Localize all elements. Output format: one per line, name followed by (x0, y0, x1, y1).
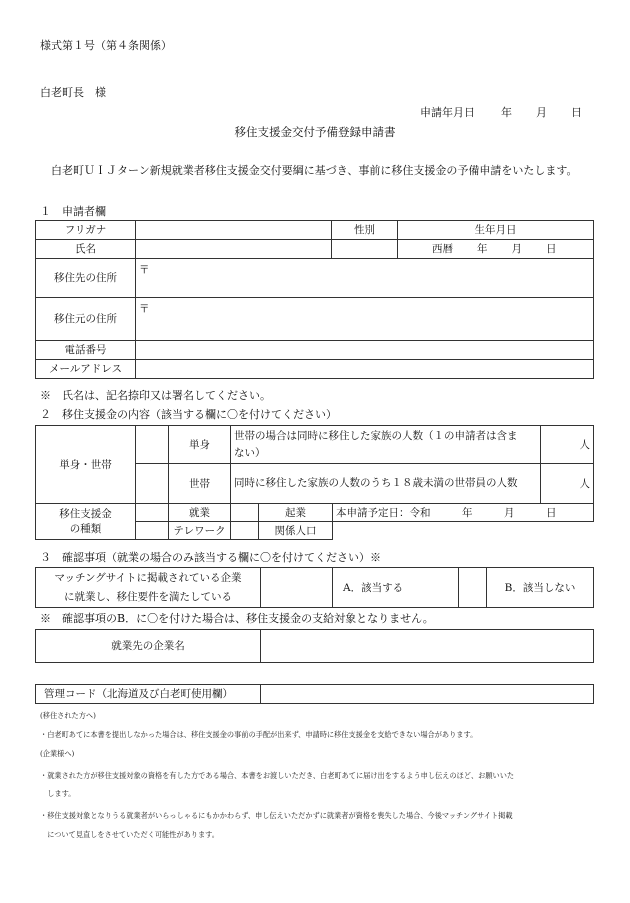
gender-field[interactable] (332, 240, 398, 259)
email-field[interactable] (136, 360, 594, 379)
addressee: 白老町長 様 (40, 86, 106, 99)
new-address-label: 移住先の住所 (36, 259, 136, 298)
support-type-label-1: 移住支援金 (59, 507, 112, 520)
family-moved-count[interactable]: 人 (541, 426, 594, 464)
support-type-label (36, 504, 136, 540)
support-content-table (35, 425, 594, 540)
matching-condition (36, 568, 261, 608)
company-name-label: 就業先の企業名 (36, 630, 261, 663)
birth-year-unit: 年 (477, 243, 488, 255)
footnote-residents-body: ・白老町あてに本書を提出しなかった場合は、移住支援金の事前の手配が出来ず、申請時に移住支援金を支給できない場合があります。 (40, 730, 478, 739)
single-household-label: 単身・世帯 (36, 426, 136, 504)
plan-date-field[interactable]: 本申請予定日：令和 年 月 日 (333, 504, 594, 522)
new-address-field[interactable] (136, 259, 594, 298)
birthdate-label: 生年月日 (398, 221, 594, 240)
related-pop-check[interactable] (231, 522, 259, 540)
under18-label: 同時に移住した家族の人数のうち１８歳未満の世帯員の人数 (231, 464, 541, 504)
postal-mark: 〒 (139, 264, 150, 276)
admin-code-label: 管理コード（北海道及び白老町使用欄） (36, 685, 261, 704)
section1-heading: １ 申請者欄 (40, 205, 106, 218)
furigana-field[interactable] (136, 221, 332, 240)
birth-day-unit: 日 (546, 243, 557, 255)
footnote-residents-heading: (移住された方へ) (40, 711, 96, 720)
company-name-field[interactable] (261, 630, 594, 663)
document-title: 移住支援金交付予備登録申請書 (234, 125, 396, 139)
footnote-companies-body-1b: します。 (40, 789, 76, 798)
startup-check[interactable] (231, 504, 259, 522)
birthdate-field[interactable] (398, 240, 594, 259)
support-type-label-2: の種類 (69, 522, 102, 535)
section2-heading: ２ 移住支援金の内容（該当する欄に〇を付けてください） (40, 408, 337, 421)
family-moved-label: 世帯の場合は同時に移住した家族の人数（１の申請者は含まない） (231, 426, 541, 464)
name-field[interactable] (136, 240, 332, 259)
startup-label: 起業 (259, 504, 333, 522)
option-a-check[interactable] (261, 568, 333, 608)
section3-heading: ３ 確認事項（就業の場合のみ該当する欄に〇を付けてください）※ (40, 551, 381, 564)
option-a-label: A．該当する (333, 568, 459, 608)
applicant-table (35, 220, 594, 379)
phone-label: 電話番号 (36, 341, 136, 360)
matching-condition-2: に就業し、移住要件を満たしている (64, 590, 232, 603)
date-month-unit: 月 (536, 106, 547, 119)
footnote-companies-body-2b: について見直しをさせていただく可能性があります。 (40, 830, 219, 839)
application-date (420, 104, 582, 120)
email-label: メールアドレス (36, 360, 136, 379)
phone-field[interactable] (136, 341, 594, 360)
admin-code-field (261, 685, 594, 704)
name-label: 氏名 (36, 240, 136, 259)
telework-label: テレワーク (169, 522, 231, 540)
footnote-companies-body-2: ・移住支援対象となりうる就業者がいらっしゃるにもかかわらず、申し伝えいただかずに就業者が資格を喪失した場合、今後マッチングサイト掲載 (40, 811, 513, 820)
date-day-unit: 日 (571, 106, 582, 119)
furigana-label: フリガナ (36, 221, 136, 240)
gender-label: 性別 (332, 221, 398, 240)
section1-note: ※ 氏名は、記名捺印又は署名してください。 (40, 389, 271, 402)
postal-mark: 〒 (139, 303, 150, 315)
option-b-label: B．該当しない (487, 568, 594, 608)
date-label: 申請年月日 (420, 106, 475, 119)
employment-label: 就業 (169, 504, 231, 522)
matching-condition-1: マッチングサイトに掲載されている企業 (54, 571, 242, 584)
intro-text: 白老町ＵＩＪターン新規就業者移住支援金交付要綱に基づき、事前に移住支援金の予備申請をいたします。 (51, 164, 578, 177)
household-check[interactable] (136, 464, 169, 504)
footnote-companies-body-1: ・就業された方が移住支援対象の資格を有した方である場合、本書をお渡しいただき、白老町あてに届け出をするよう申し伝えのほど、お願いいた (40, 771, 515, 780)
under18-count[interactable]: 人 (541, 464, 594, 504)
confirmation-table (35, 567, 594, 608)
date-year-unit: 年 (501, 106, 512, 119)
section3-note: ※ 確認事項のB．に〇を付けた場合は、移住支援金の支給対象となりません。 (40, 612, 434, 625)
option-b-check[interactable] (459, 568, 487, 608)
telework-check[interactable] (136, 522, 169, 540)
era-label: 西暦 (432, 243, 453, 255)
single-label: 単身 (169, 426, 231, 464)
old-address-label: 移住元の住所 (36, 298, 136, 341)
single-check[interactable] (136, 426, 169, 464)
footnote-companies-heading: (企業様へ) (40, 749, 75, 758)
form-number: 様式第１号（第４条関係） (40, 39, 172, 52)
employment-check[interactable] (136, 504, 169, 522)
old-address-field[interactable] (136, 298, 594, 341)
birth-month-unit: 月 (511, 243, 522, 255)
company-table (35, 629, 594, 663)
admin-table (35, 684, 594, 704)
related-pop-label: 関係人口 (259, 522, 333, 540)
household-label: 世帯 (169, 464, 231, 504)
